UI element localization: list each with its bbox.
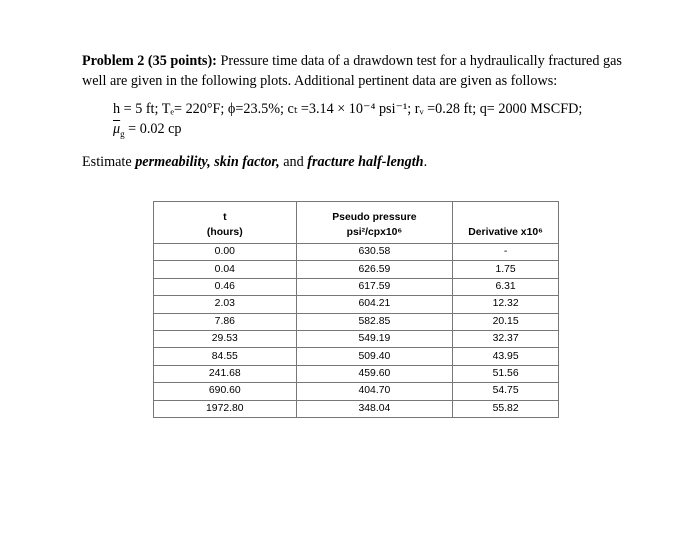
cell-pseudo-pressure: 348.04 (296, 400, 453, 417)
task-end: . (423, 154, 428, 170)
cell-time: 241.68 (154, 365, 297, 382)
cell-derivative: 32.37 (453, 330, 559, 347)
table-row (154, 400, 559, 417)
header-deriv-label: Derivative x10⁶ (468, 227, 543, 238)
task-line (82, 152, 427, 172)
table-row (154, 348, 559, 365)
cell-derivative: 55.82 (453, 400, 559, 417)
cell-time: 0.00 (154, 244, 297, 261)
cell-pseudo-pressure: 582.85 (296, 313, 453, 330)
problem-statement-line-1 (82, 51, 622, 71)
cell-derivative: - (453, 244, 559, 261)
cell-pseudo-pressure: 509.40 (296, 348, 453, 365)
intro-text-2: well are given in the following plots. Additional pertinent data are given as follows: (82, 73, 558, 89)
cell-pseudo-pressure: 626.59 (296, 261, 453, 278)
cell-time: 2.03 (154, 296, 297, 313)
table-row (154, 383, 559, 400)
problem-title: Problem 2 (35 points): (82, 53, 217, 69)
header-pp-label: Pseudo pressure (332, 212, 417, 223)
cell-pseudo-pressure: 459.60 (296, 365, 453, 382)
cell-derivative: 20.15 (453, 313, 559, 330)
header-pp-unit: psi²/cpx10⁶ (346, 227, 403, 238)
header-derivative (453, 202, 559, 244)
task-prefix: Estimate (82, 154, 136, 170)
table-header-row (154, 202, 559, 244)
cell-derivative: 51.56 (453, 365, 559, 382)
cell-derivative: 43.95 (453, 348, 559, 365)
given-data: h = 5 ft; Tₑ= 220°F; ϕ=23.5%; cₜ =3.14 × 10⁻⁴ psi⁻¹; rᵥ =0.28 ft; q= 2000 MSCFD; (113, 101, 583, 117)
pressure-data-table (153, 201, 559, 418)
cell-time: 7.86 (154, 313, 297, 330)
cell-derivative: 1.75 (453, 261, 559, 278)
mu-subscript: g (120, 128, 125, 139)
header-pseudo-pressure (296, 202, 453, 244)
table-row (154, 244, 559, 261)
cell-time: 0.46 (154, 278, 297, 295)
table-row (154, 330, 559, 347)
cell-time: 690.60 (154, 383, 297, 400)
cell-derivative: 6.31 (453, 278, 559, 295)
cell-derivative: 54.75 (453, 383, 559, 400)
cell-pseudo-pressure: 549.19 (296, 330, 453, 347)
header-time-label: t (223, 212, 227, 223)
cell-time: 1972.80 (154, 400, 297, 417)
mu-value: = 0.02 cp (128, 121, 182, 137)
task-items: permeability, skin factor, (135, 154, 280, 170)
cell-time: 0.04 (154, 261, 297, 278)
table-row (154, 296, 559, 313)
table-row (154, 278, 559, 295)
task-and: and (279, 154, 308, 170)
cell-pseudo-pressure: 617.59 (296, 278, 453, 295)
table-row (154, 261, 559, 278)
intro-text-1: Pressure time data of a drawdown test for a hydraulically fractured gas (220, 53, 622, 69)
task-last: fracture half-length (307, 154, 424, 170)
cell-derivative: 12.32 (453, 296, 559, 313)
mu-symbol: $\overline{\mu}$ (113, 121, 121, 137)
cell-pseudo-pressure: 630.58 (296, 244, 453, 261)
cell-pseudo-pressure: 404.70 (296, 383, 453, 400)
cell-time: 29.53 (154, 330, 297, 347)
header-time (154, 202, 297, 244)
header-time-unit: (hours) (206, 227, 243, 238)
viscosity-line (113, 119, 182, 139)
cell-time: 84.55 (154, 348, 297, 365)
cell-pseudo-pressure: 604.21 (296, 296, 453, 313)
table-row (154, 365, 559, 382)
table-row (154, 313, 559, 330)
